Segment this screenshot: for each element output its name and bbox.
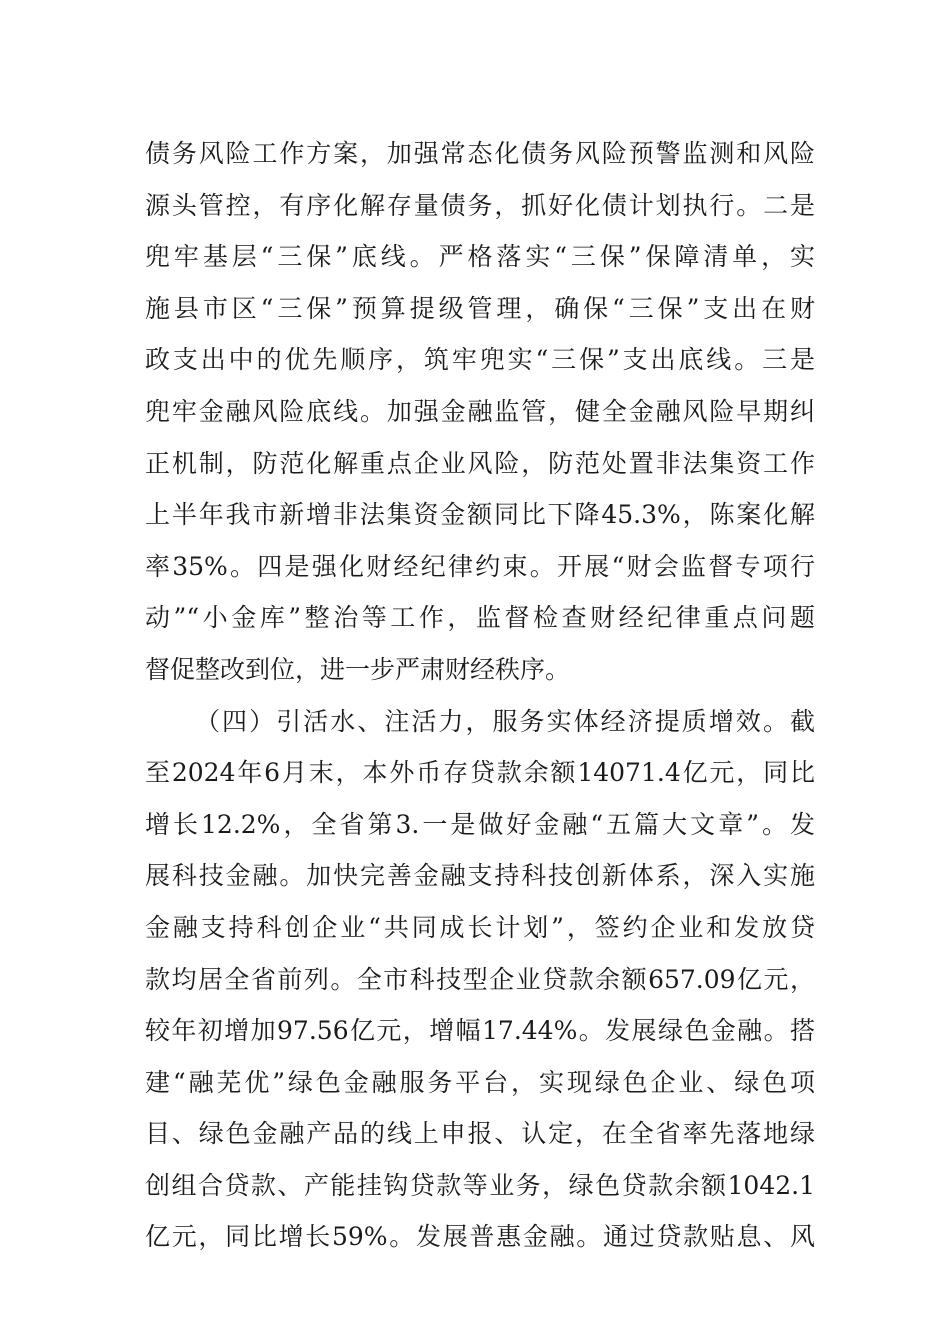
text-line: 展科技金融。加快完善金融支持科技创新体系，深入实施 <box>145 861 815 891</box>
text-line: 较年初增加97.56亿元，增幅17.44%。发展绿色金融。搭 <box>145 1016 815 1046</box>
text-line: 施县市区“三保”预算提级管理，确保“三保”支出在财 <box>145 293 815 323</box>
text-line: 款均居全省前列。全市科技型企业贷款余额657.09亿元， <box>145 964 815 994</box>
text-line: 政支出中的优先顺序，筑牢兜实“三保”支出底线。三是 <box>145 345 815 375</box>
text-line: 正机制，防范化解重点企业风险，防范处置非法集资工作 <box>145 448 815 478</box>
body-text <box>145 128 815 1263</box>
text-line: 兜牢基层“三保”底线。严格落实“三保”保障清单，实 <box>145 242 815 272</box>
text-line: 增长12.2%，全省第3.一是做好金融“五篇大文章”。发 <box>145 809 815 839</box>
section-heading-line: （四）引活水、注活力，服务实体经济提质增效。截 <box>195 706 815 736</box>
text-line: 源头管控，有序化解存量债务，抓好化债计划执行。二是 <box>145 190 815 220</box>
text-line: 目、绿色金融产品的线上申报、认定，在全省率先落地绿 <box>145 1119 815 1149</box>
text-line: 率35%。四是强化财经纪律约束。开展“财会监督专项行 <box>145 551 815 581</box>
text-line: 上半年我市新增非法集资金额同比下降45.3%，陈案化解 <box>145 500 815 530</box>
text-line: 督促整改到位，进一步严肃财经秩序。 <box>145 654 571 684</box>
text-line: 创组合贷款、产能挂钩贷款等业务，绿色贷款余额1042.1 <box>145 1170 815 1200</box>
text-line: 债务风险工作方案，加强常态化债务风险预警监测和风险 <box>145 139 815 168</box>
text-line: 至2024年6月末，本外币存贷款余额14071.4亿元，同比 <box>145 758 815 788</box>
text-line: 兜牢金融风险底线。加强金融监管，健全金融风险早期纠 <box>145 396 815 426</box>
text-line: 金融支持科创企业“共同成长计划”，签约企业和发放贷 <box>145 912 815 942</box>
text-line: 建“融芜优”绿色金融服务平台，实现绿色企业、绿色项 <box>145 1067 815 1097</box>
text-line: 动”“小金库”整治等工作，监督检查财经纪律重点问题 <box>145 603 815 633</box>
text-line: 亿元，同比增长59%。发展普惠金融。通过贷款贴息、风 <box>145 1222 815 1252</box>
